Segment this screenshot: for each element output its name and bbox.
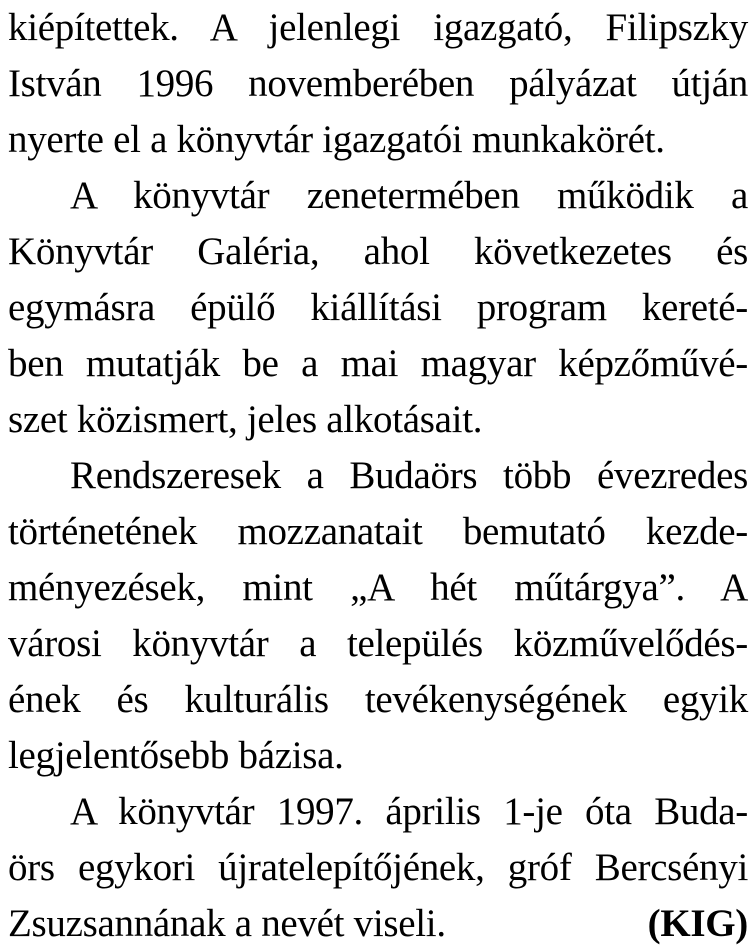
text-line: A könyvtár 1997. április 1-je óta Buda- bbox=[70, 790, 748, 833]
text-line: történetének mozzanatait bemutató kezde- bbox=[8, 510, 748, 553]
text-line: István 1996 novemberében pályázat útján bbox=[8, 62, 748, 105]
paragraph-2 bbox=[8, 168, 748, 448]
text-line: nyerte el a könyvtár igazgatói munkakörét. bbox=[8, 118, 665, 161]
text-line: örs egykori újratelepítőjének, gróf Bercsényi bbox=[8, 846, 748, 889]
text-line: egymásra épülő kiállítási program kereté- bbox=[8, 286, 748, 329]
text-line: Könyvtár Galéria, ahol következetes és bbox=[8, 230, 748, 273]
text-line: ményezések, mint „A hét műtárgya”. A bbox=[8, 566, 748, 609]
text-line-with-signature bbox=[8, 896, 748, 952]
text-line: A könyvtár zenetermében működik a bbox=[70, 174, 748, 217]
paragraph-1 bbox=[8, 0, 748, 168]
text-line: ben mutatják be a mai magyar képzőművé- bbox=[8, 342, 748, 385]
text-line: Rendszeresek a Budaörs több évezredes bbox=[70, 454, 748, 497]
text-line: Zsuzsannának a nevét viseli. bbox=[8, 902, 446, 945]
paragraph-4 bbox=[8, 784, 748, 952]
text-line: szet közismert, jeles alkotásait. bbox=[8, 398, 483, 441]
text-line: legjelentősebb bázisa. bbox=[8, 734, 344, 777]
document-page bbox=[8, 0, 748, 952]
paragraph-3 bbox=[8, 448, 748, 784]
text-line: ének és kulturális tevékenységének egyik bbox=[8, 678, 748, 721]
text-line: kiépítettek. A jelenlegi igazgató, Filipszky bbox=[8, 6, 748, 49]
text-line: városi könyvtár a település közművelődés- bbox=[8, 622, 748, 665]
author-signature: (KIG) bbox=[647, 902, 748, 945]
